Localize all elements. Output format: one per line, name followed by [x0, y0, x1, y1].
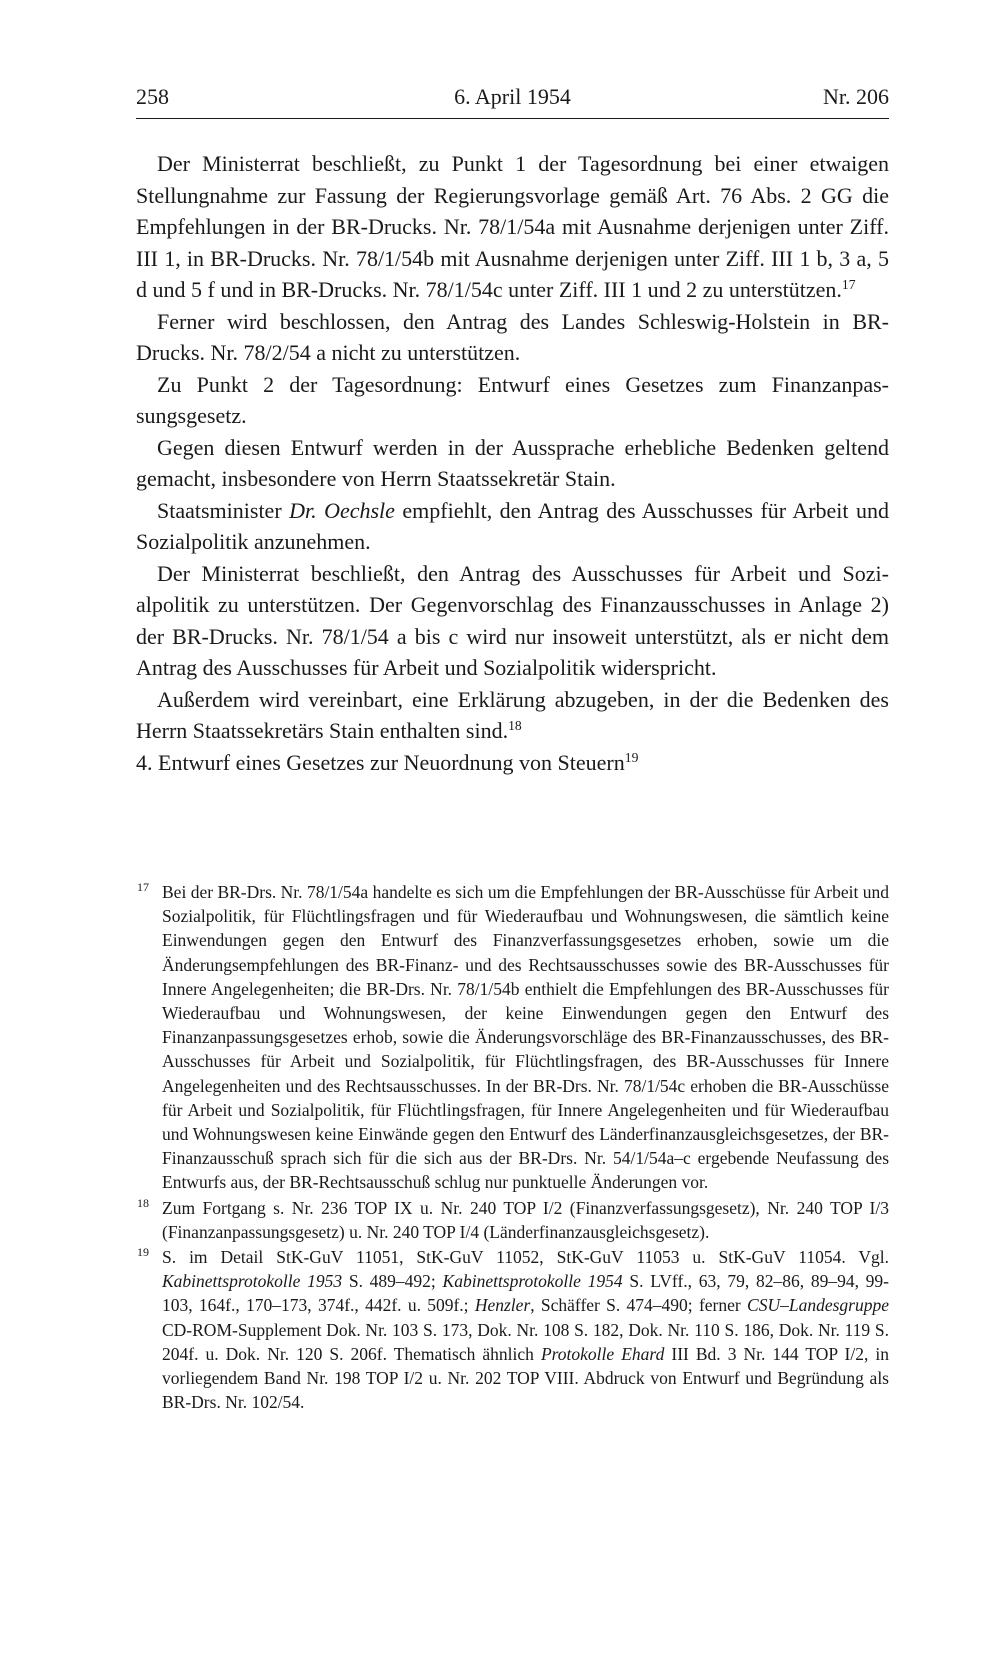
paragraph-concerns: Gegen diesen Entwurf werden in der Aussprache erhebliche Bedenken geltend gemacht, insbesondere von Herrn Staatssekretär Stain. — [136, 434, 889, 491]
header-date: 6. April 1954 — [454, 84, 571, 109]
paragraph-schleswig-holstein: Ferner wird beschlossen, den Antrag des Landes Schleswig-Holstein in BR-Drucks. Nr. 78/2/54 a nicht zu unterstützen. — [136, 308, 889, 365]
paragraph-text: Staatsminister — [157, 497, 290, 523]
paragraph-oechsle — [136, 495, 889, 558]
footnote-text: III Bd. 3 Nr. 144 TOP I/2, in vorliegendem Band Nr. 198 TOP I/2 u. Nr. 202 TOP VIII. Abdruck von Entwurf und Begründung als BR-Drs. Nr. 102/54. — [162, 1343, 889, 1413]
footnote-ref-17[interactable]: 17 — [841, 276, 856, 292]
footnote-18 — [136, 1196, 889, 1244]
citation-title: Protokolle Ehard — [540, 1343, 665, 1364]
citation-title: CSU–Landesgruppe — [747, 1295, 889, 1316]
footnote-text: Bei der BR-Drs. Nr. 78/1/54a handelte es sich um die Empfehlungen der BR-Ausschüsse für Arbeit und Sozialpolitik, für Flüchtlingsfragen und für Wiederaufbau und Wohnungswesen, die sämtlich keine Einwendungen gegen den Entwurf des Finanzverfassungsgesetzes erhoben, sowie um die Änderungsempfehlungen des BR-Finanz- und des Rechtsausschusses sowie des BR-Ausschusses für Innere Angelegenheiten; die BR-Drs. Nr. 78/1/54b enthielt die Empfehlungen des BR-Ausschusses für Wiederaufbau und Wohnungswesen, der keine Einwendungen gegen den Entwurf des Finanzanpassungsgesetzes erhob, sowie die Änderungsvorschläge des BR-Finanzausschusses, des BR-Ausschusses für Arbeit und Sozialpolitik, für Flüchtlingsfragen, des BR-Ausschusses für Innere Angelegenheiten und des Rechtsausschusses. In der BR-Drs. Nr. 78/1/54c erhoben die BR-Ausschüsse für Arbeit und Sozialpolitik, für Flüchtlingsfragen, für Innere Angelegenheiten und für Wiederaufbau und Wohnungswesen keine Einwände gegen den Entwurf des Länderfinanzausgleichsgesetzes, der BR-Finanzausschuß sprach sich für die sich aus der BR-Drs. Nr. 54/1/54a–c ergebende Neufassung des Entwurfs aus, der BR-Rechtsausschuß schlug nur punktuelle Änderungen vor. — [162, 882, 889, 1193]
footnote-text: , Schäffer S. 474–490; ferner — [530, 1295, 748, 1316]
footnote-mark: 18 — [137, 1195, 149, 1210]
footnote-17 — [136, 880, 889, 1195]
citation-title: Kabinettsprotokolle 1953 — [162, 1271, 343, 1292]
footnote-text: S. im Detail StK-GuV 11051, StK-GuV 11052, StK-GuV 11053 u. StK-GuV 11054. Vgl. — [162, 1247, 889, 1268]
footnote-19 — [136, 1245, 889, 1414]
paragraph-text: Der Ministerrat beschließt, zu Punkt 1 der Tagesordnung bei einer etwaigen Stellungnahme zur Fassung der Regierungsvorlage gemäß Art. 76 Abs. 2 GG die Empfehlungen in der BR-Drucks. Nr. 78/1/54a mit Ausnahme derjenigen unter Ziff. III 1, in BR-Drucks. Nr. 78/1/54b mit Ausnahme derjenigen unter Ziff. III 1 b, 3 a, 5 d und 5 f und in BR-Drucks. Nr. 78/1/54c unter Ziff. III 1 und 2 zu unterstützen. — [136, 151, 889, 302]
footnote-mark: 19 — [137, 1245, 149, 1260]
paragraph-agenda-point-2: Zu Punkt 2 der Tagesordnung: Entwurf eines Gesetzes zum Finanzanpassungsgesetz. — [136, 371, 889, 428]
paragraph-text: empfiehlt, den Antrag des Ausschusses für Arbeit und Sozialpolitik anzunehmen. — [136, 497, 889, 554]
footnotes — [136, 880, 889, 1415]
paragraph-resolution-point-2: Der Ministerrat beschließt, den Antrag des Ausschusses für Arbeit und Sozialpolitik zu unterstützen. Der Gegenvorschlag des Finanzausschusses in Anlage 2) der BR-Drucks. Nr. 78/1/54 a bis c wird nur insoweit unterstützt, als er nicht dem Antrag des Ausschusses für Arbeit und Sozialpolitik widerspricht. — [136, 560, 889, 680]
paragraph-resolution-point-1 — [136, 148, 889, 306]
footnote-mark: 17 — [137, 880, 149, 894]
document-number: Nr. 206 — [823, 84, 889, 109]
page-number: 258 — [136, 84, 169, 109]
person-name: Dr. Oechsle — [289, 497, 395, 523]
footnote-ref-18[interactable]: 18 — [508, 717, 522, 733]
running-header — [136, 84, 889, 119]
footnote-text: S. 489–492; — [342, 1271, 443, 1292]
footnote-ref-19[interactable]: 19 — [624, 749, 639, 765]
section-heading-4 — [136, 747, 889, 779]
main-text — [136, 148, 889, 778]
citation-author: Henzler — [474, 1295, 531, 1316]
footnote-text: S. LVff., 63, 79, 82–86, 89–94, 99-103, 164f., 170–173, 374f., 442f. u. 509f.; — [162, 1271, 889, 1316]
heading-text: 4. Entwurf eines Gesetzes zur Neuordnung von Steuern — [136, 749, 625, 775]
paragraph-text: Außerdem wird vereinbart, eine Erklärung abzugeben, in der die Bedenken des Herrn Staatssekretärs Stain enthalten sind. — [136, 686, 889, 743]
footnote-text: Zum Fortgang s. Nr. 236 TOP IX u. Nr. 240 TOP I/2 (Finanzverfassungsgesetz), Nr. 240 TOP I/3 (Finanzanpassungsgesetz) u. Nr. 240 TOP I/4 (Länderfinanzausgleichsgesetz). — [162, 1197, 889, 1242]
citation-title: Kabinettsprotokolle 1954 — [442, 1271, 623, 1292]
paragraph-declaration — [136, 684, 889, 747]
footnote-text: CD-ROM-Supplement Dok. Nr. 103 S. 173, Dok. Nr. 108 S. 182, Dok. Nr. 110 S. 186, Dok. Nr. 119 S. 204f. u. Dok. Nr. 120 S. 206f. Thematisch ähnlich — [162, 1319, 889, 1364]
